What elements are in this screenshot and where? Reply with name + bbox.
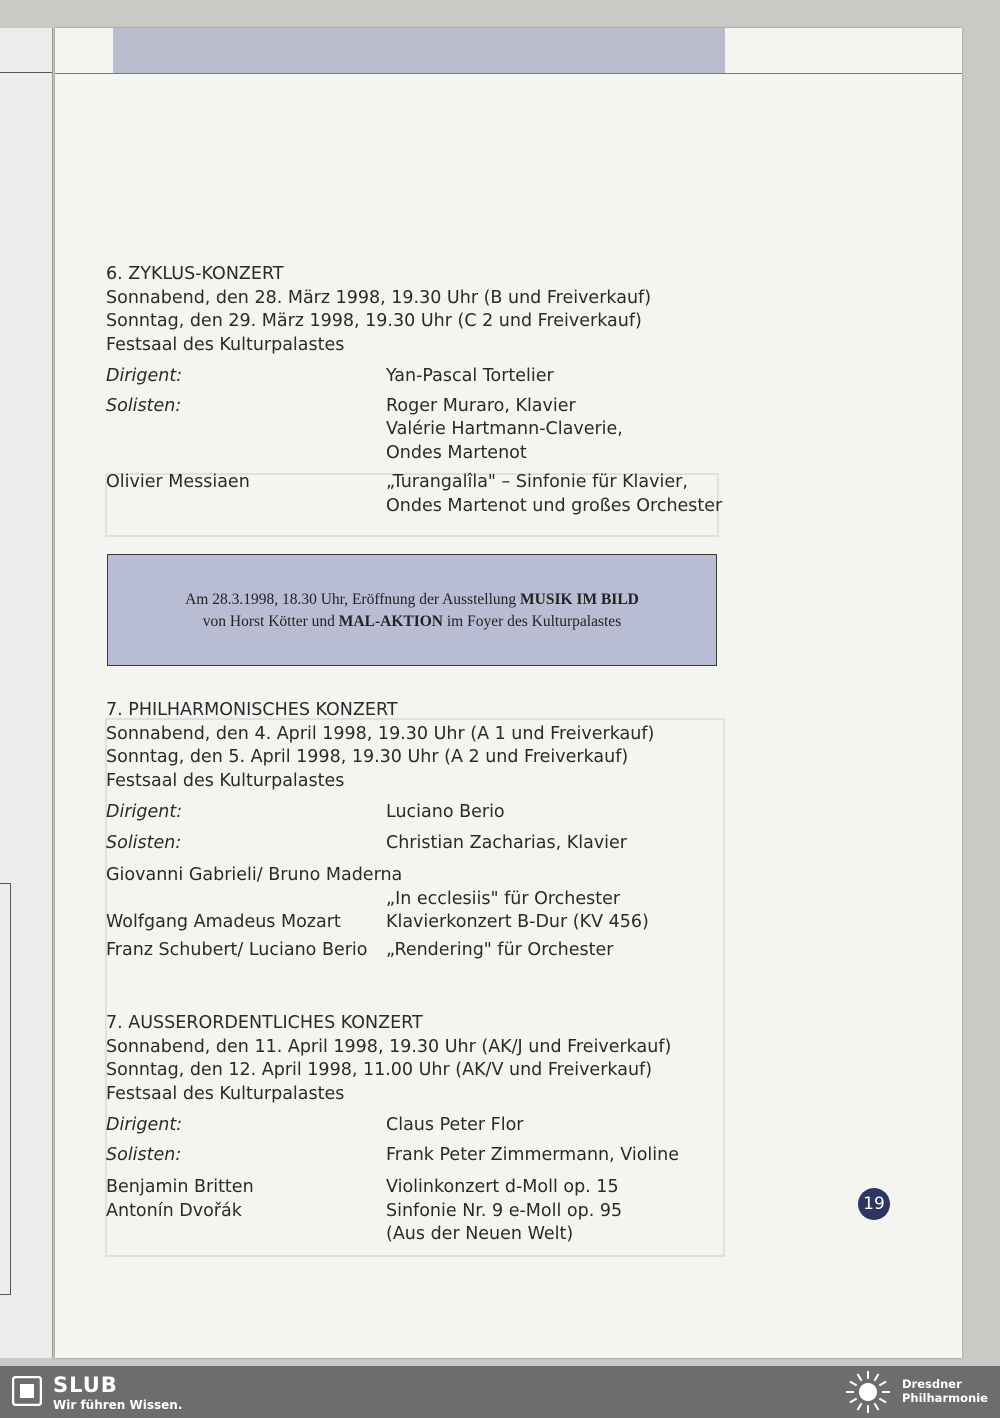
soloist-name: Frank Peter Zimmermann, Violine [386,1144,679,1165]
concert-7-program-row [106,939,746,963]
concert-7-date: Sonnabend, den 4. April 1998, 19.30 Uhr (A 1 und Freiverkauf) [106,723,655,744]
concert-extra-venue: Festsaal des Kulturpalastes [106,1083,345,1104]
composer-name: Olivier Messiaen [106,472,250,492]
concert-7-date: Sonntag, den 5. April 1998, 19.30 Uhr (A 2 und Freiverkauf) [106,747,629,767]
slub-logo-icon[interactable] [12,1376,42,1406]
soloists-label: Solisten: [106,832,182,853]
concert-extra-section [106,1012,746,1247]
work-title: Klavierkonzert B-Dur (KV 456) [386,912,649,932]
concert-6-soloists-row [106,442,746,466]
concert-extra-program-row [106,1223,746,1247]
booklet-page [55,28,962,1358]
soloist-instrument: Ondes Martenot [386,442,527,463]
concert-7-program-row [106,864,746,888]
concert-6-program-row [106,495,746,519]
composer-name: Benjamin Britten [106,1177,254,1197]
exhibition-notice-box [107,554,717,666]
page-number-badge: 19 [858,1188,890,1220]
conductor-label: Dirigent: [106,802,183,822]
soloist-name: Valérie Hartmann-Claverie, [386,419,623,439]
composer-name [106,888,386,912]
concert-7-heading: 7. PHILHARMONISCHES KONZERT [106,700,398,720]
work-title: „In ecclesiis" für Orchester [386,888,621,909]
composer-name: Antonín Dvořák [106,1200,242,1221]
concert-7-program-row [106,888,746,912]
slub-tagline: Wir führen Wissen. [53,1398,183,1412]
composer-name: Franz Schubert/ Luciano Berio [106,939,368,960]
concert-extra-heading: 7. AUSSERORDENTLICHES KONZERT [106,1013,423,1033]
conductor-name: Claus Peter Flor [386,1115,524,1135]
conductor-name: Yan-Pascal Tortelier [386,366,554,386]
concert-6-heading: 6. ZYKLUS-KONZERT [106,264,284,284]
conductor-label: Dirigent: [106,1115,183,1135]
conductor-label: Dirigent: [106,366,183,386]
concert-6-soloists-row [106,418,746,442]
work-title: Sinfonie Nr. 9 e-Moll op. 95 [386,1200,623,1221]
concert-6-date: Sonntag, den 29. März 1998, 19.30 Uhr (C 2 und Freiverkauf) [106,311,642,331]
concert-6-program-row [106,471,746,495]
soloists-label: Solisten: [106,395,182,416]
concert-extra-date: Sonntag, den 12. April 1998, 11.00 Uhr (AK/V und Freiverkauf) [106,1060,653,1080]
concert-extra-program-row [106,1200,746,1224]
concert-extra-conductor-row [106,1114,746,1138]
composer-name: Wolfgang Amadeus Mozart [106,912,341,932]
concert-extra-date: Sonnabend, den 11. April 1998, 19.30 Uhr (AK/J und Freiverkauf) [106,1036,672,1057]
slub-name[interactable]: SLUB [53,1373,118,1397]
soloists-label: Solisten: [106,1144,182,1165]
viewer-footer [0,1366,1000,1418]
concert-7-venue: Festsaal des Kulturpalastes [106,770,345,791]
conductor-name: Luciano Berio [386,802,505,822]
concert-7-program-row [106,911,746,935]
concert-6-conductor-row [106,365,746,389]
exhibition-line-2: von Horst Kötter und MAL-AKTION im Foyer des Kulturpalastes [202,613,622,630]
concert-7-conductor-row [106,801,746,825]
work-title: Violinkonzert d-Moll op. 15 [386,1177,619,1197]
composer-name: Giovanni Gabrieli/ Bruno Maderna [106,865,403,885]
concert-6-section [106,263,746,518]
concert-6-soloists-row [106,395,746,419]
soloist-name: Roger Muraro, Klavier [386,395,576,416]
top-rule [55,73,962,74]
work-title: Ondes Martenot und großes Orchester [386,495,723,516]
soloist-name: Christian Zacharias, Klavier [386,832,628,853]
dresdner-philharmonie-logo-icon[interactable] [842,1370,894,1414]
top-color-band [113,28,725,73]
concert-6-venue: Festsaal des Kulturpalastes [106,334,345,355]
work-title: „Turangalîla" – Sinfonie für Klavier, [386,472,688,492]
composer-name [106,1223,386,1247]
concert-7-section [106,699,746,962]
concert-7-soloists-row [106,832,746,856]
exhibition-line-1: Am 28.3.1998, 18.30 Uhr, Eröffnung der Ausstellung MUSIK IM BILD [185,591,639,608]
dresdner-philharmonie-name[interactable]: Dresdner Philharmonie [902,1377,988,1405]
concert-extra-program-row [106,1176,746,1200]
work-title: (Aus der Neuen Welt) [386,1224,574,1244]
work-title: „Rendering" für Orchester [386,939,614,960]
previous-page-edge [0,28,53,1358]
concert-6-date: Sonnabend, den 28. März 1998, 19.30 Uhr (B und Freiverkauf) [106,287,652,308]
concert-extra-soloists-row [106,1144,746,1168]
